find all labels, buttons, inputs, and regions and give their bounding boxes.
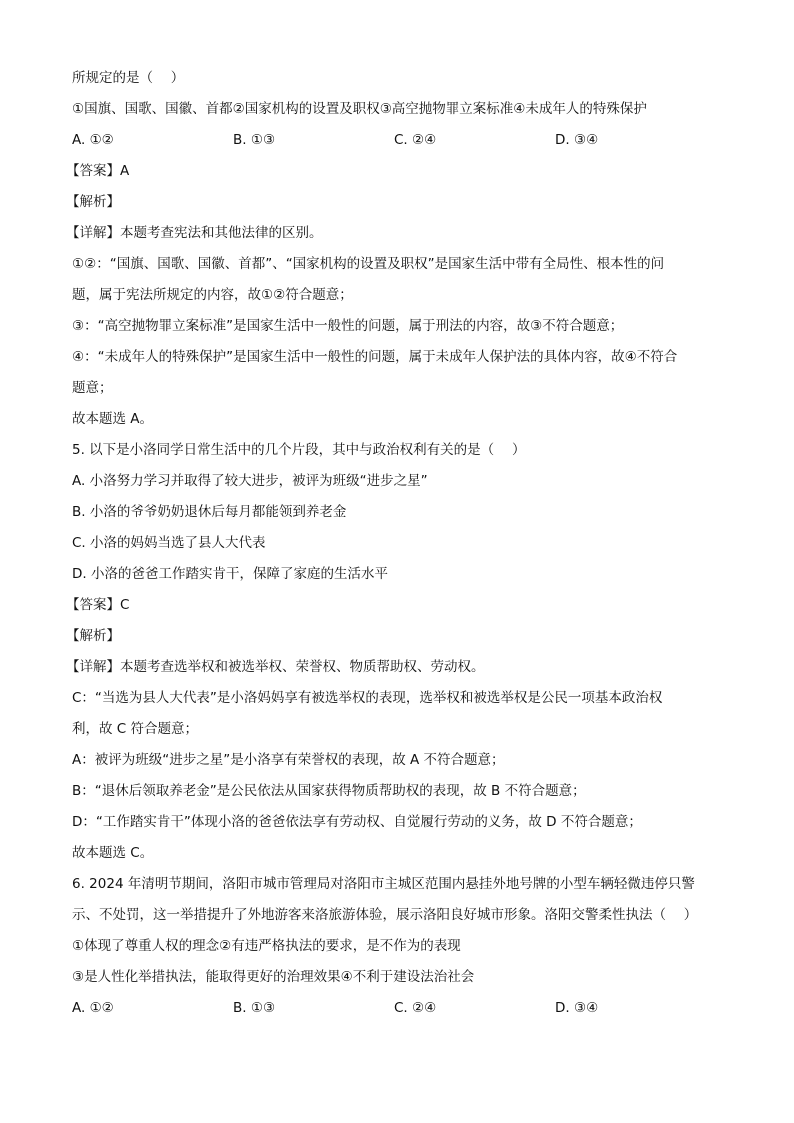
q4-option-b: B. ①③ <box>233 132 276 148</box>
q4-option-d: D. ③④ <box>555 132 599 148</box>
q4-explanation-line: 题，属于宪法所规定的内容，故①②符合题意； <box>72 287 353 303</box>
q6-options <box>72 993 722 1024</box>
q4-answer: 【答案】A <box>66 163 130 179</box>
q5-explanation-line: C：“当选为县人大代表”是小洛妈妈享有被选举权的表现，选举权和被选举权是公民一项基本政治权 <box>72 690 663 706</box>
q4-detail: 【详解】本题考查宪法和其他法律的区别。 <box>66 225 323 241</box>
q4-option-c: C. ②④ <box>394 132 437 148</box>
q5-option-d: D. 小洛的爸爸工作踏实肯干，保障了家庭的生活水平 <box>72 566 388 582</box>
q4-explanation-line: ③：“高空抛物罪立案标准”是国家生活中一般性的问题，属于刑法的内容，故③不符合题意； <box>72 318 624 334</box>
q6-option-d: D. ③④ <box>555 1000 599 1016</box>
q5-option-b: B. 小洛的爷爷奶奶退休后每月都能领到养老金 <box>72 504 347 520</box>
q6-option-c: C. ②④ <box>394 1000 437 1016</box>
q5-explanation-line: D：“工作踏实肯干”体现小洛的爸爸依法享有劳动权、自觉履行劳动的义务，故 D 不符合题意； <box>72 814 642 830</box>
q5-analysis-heading: 【解析】 <box>66 628 120 644</box>
q5-option-c: C. 小洛的妈妈当选了县人大代表 <box>72 535 266 551</box>
q6-option-b: B. ①③ <box>233 1000 276 1016</box>
q4-explanation-line: ①②：“国旗、国歌、国徽、首都”、“国家机构的设置及职权”是国家生活中带有全局性、根本性的问 <box>72 256 665 272</box>
q4-items: ①国旗、国歌、国徽、首都②国家机构的设置及职权③高空抛物罪立案标准④未成年人的特殊保护 <box>72 101 647 117</box>
document-page <box>66 63 722 1024</box>
q5-answer: 【答案】C <box>66 597 130 613</box>
q5-option-a: A. 小洛努力学习并取得了较大进步，被评为班级“进步之星” <box>72 473 428 489</box>
q4-option-a: A. ①② <box>72 132 114 148</box>
q4-explanation-line: ④：“未成年人的特殊保护”是国家生活中一般性的问题，属于未成年人保护法的具体内容，故④不符合 <box>72 349 678 365</box>
q6-stem-line: 6. 2024 年清明节期间，洛阳市城市管理局对洛阳市主城区范围内悬挂外地号牌的小型车辆轻微违停只警 <box>72 876 695 892</box>
q5-explanation-line: B：“退休后领取养老金”是公民依法从国家获得物质帮助权的表现，故 B 不符合题意； <box>72 783 586 799</box>
q5-conclusion: 故本题选 C。 <box>72 845 154 861</box>
q6-stem-line: 示、不处罚，这一举措提升了外地游客来洛旅游体验，展示洛阳良好城市形象。洛阳交警柔性执法（ ） <box>72 907 698 923</box>
q4-stem-tail: 所规定的是（ ） <box>72 70 185 86</box>
q4-options <box>72 125 722 156</box>
q5-detail: 【详解】本题考查选举权和被选举权、荣誉权、物质帮助权、劳动权。 <box>66 659 485 675</box>
q4-analysis-heading: 【解析】 <box>66 194 120 210</box>
q6-items-line: ①体现了尊重人权的理念②有违严格执法的要求，是不作为的表现 <box>72 938 461 954</box>
q5-explanation-line: 利，故 C 符合题意； <box>72 721 199 737</box>
q4-explanation-line: 题意； <box>72 380 113 396</box>
q6-option-a: A. ①② <box>72 1000 114 1016</box>
q4-conclusion: 故本题选 A。 <box>72 411 154 427</box>
q5-stem: 5. 以下是小洛同学日常生活中的几个片段，其中与政治权利有关的是（ ） <box>72 442 526 458</box>
q5-explanation-line: A：被评为班级“进步之星”是小洛享有荣誉权的表现，故 A 不符合题意； <box>72 752 505 768</box>
q6-items-line: ③是人性化举措执法，能取得更好的治理效果④不利于建设法治社会 <box>72 969 475 985</box>
